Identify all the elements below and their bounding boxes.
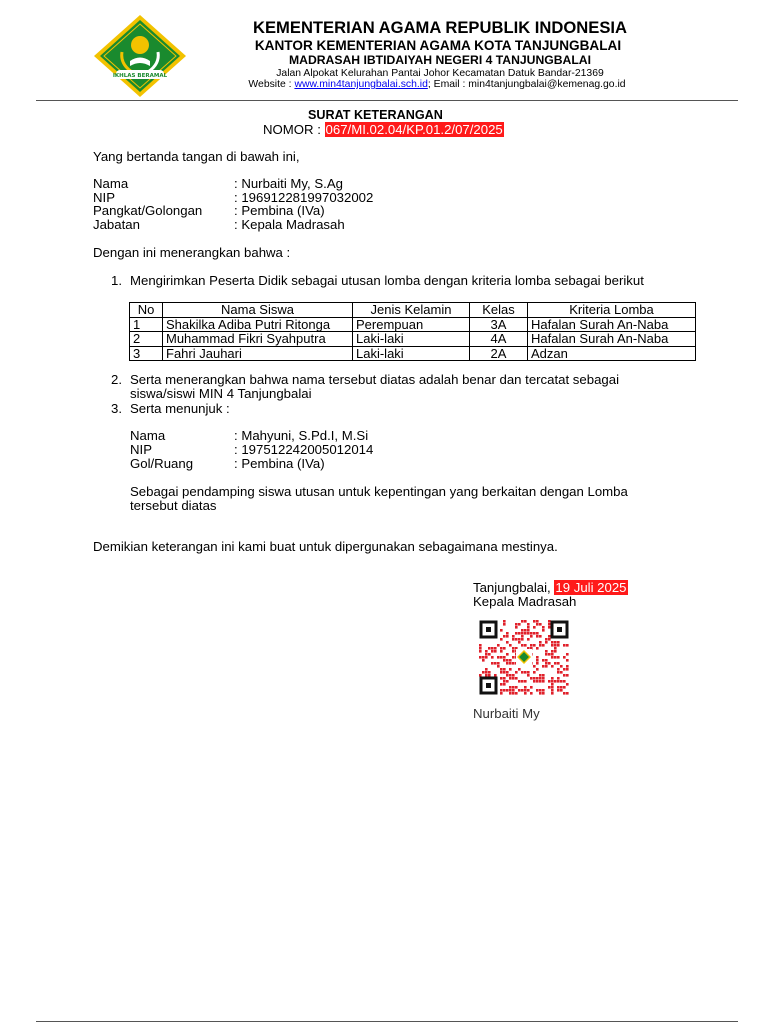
cell-criteria: Adzan xyxy=(528,346,696,361)
col-no: No xyxy=(130,303,163,318)
cell-class: 4A xyxy=(470,332,528,347)
signer-position-value: : Kepala Madrasah xyxy=(234,217,345,232)
header-divider xyxy=(36,100,738,101)
student-table xyxy=(129,302,696,361)
signature-place: Tanjungbalai, xyxy=(473,580,555,595)
signer-name-value: : Nurbaiti My, S.Ag xyxy=(234,176,343,191)
item1-text: Mengirimkan Peserta Didik sebagai utusan lomba dengan kriteria lomba sebagai berikut xyxy=(130,273,644,288)
cell-no: 1 xyxy=(130,317,163,332)
kemenag-logo xyxy=(92,14,188,98)
cell-gender: Laki-laki xyxy=(353,346,470,361)
header-school: MADRASAH IBTIDAIYAH NEGERI 4 TANJUNGBALAI xyxy=(289,53,591,67)
cell-criteria: Hafalan Surah An-Naba xyxy=(528,332,696,347)
cell-gender: Perempuan xyxy=(353,317,470,332)
item1-number: 1. xyxy=(111,273,122,288)
col-gender: Jenis Kelamin xyxy=(353,303,470,318)
signer-position-label: Jabatan xyxy=(93,217,140,232)
companion-nip-label: NIP xyxy=(130,442,152,457)
companion-note-line1: Sebagai pendamping siswa utusan untuk kepentingan yang berkaitan dengan Lomba xyxy=(130,484,628,499)
col-name: Nama Siswa xyxy=(163,303,353,318)
item2-line2: siswa/siswi MIN 4 Tanjungbalai xyxy=(130,386,312,401)
footer-divider xyxy=(36,1021,738,1022)
signer-rank-label: Pangkat/Golongan xyxy=(93,203,203,218)
website-label: Website : xyxy=(248,79,295,90)
table-row xyxy=(130,332,696,347)
signature-name: Nurbaiti My xyxy=(473,706,540,721)
qr-code-signature xyxy=(479,620,569,695)
cell-gender: Laki-laki xyxy=(353,332,470,347)
cell-name: Fahri Jauhari xyxy=(163,346,353,361)
table-row xyxy=(130,346,696,361)
cell-no: 2 xyxy=(130,332,163,347)
cell-name: Muhammad Fikri Syahputra xyxy=(163,332,353,347)
cell-class: 3A xyxy=(470,317,528,332)
signature-place-date xyxy=(473,581,628,594)
companion-name-label: Nama xyxy=(130,428,166,443)
header-address: Jalan Alpokat Kelurahan Pantai Johor Kecamatan Datuk Bandar-21369 xyxy=(276,68,604,79)
header-ministry: KEMENTERIAN AGAMA REPUBLIK INDONESIA xyxy=(253,18,627,37)
statement-text: Dengan ini menerangkan bahwa : xyxy=(93,245,291,260)
item3-number: 3. xyxy=(111,401,122,416)
table-row xyxy=(130,317,696,332)
companion-note-line2: tersebut diatas xyxy=(130,498,217,513)
item2-number: 2. xyxy=(111,372,122,387)
signer-rank-value: : Pembina (IVa) xyxy=(234,203,325,218)
email-address: min4tanjungbalai@kemenag.go.id xyxy=(468,79,626,90)
companion-rank-value: : Pembina (IVa) xyxy=(234,456,325,471)
col-criteria: Kriteria Lomba xyxy=(528,303,696,318)
signer-nip-label: NIP xyxy=(93,190,115,205)
email-label: ; Email : xyxy=(427,79,469,90)
table-header-row xyxy=(130,303,696,318)
signature-date: 19 Juli 2025 xyxy=(555,580,627,595)
letter-title: SURAT KETERANGAN xyxy=(308,108,443,122)
closing-text: Demikian keterangan ini kami buat untuk dipergunakan sebagaimana mestinya. xyxy=(93,539,558,554)
intro-text: Yang bertanda tangan di bawah ini, xyxy=(93,149,300,164)
signer-name-label: Nama xyxy=(93,176,129,191)
col-class: Kelas xyxy=(470,303,528,318)
companion-rank-label: Gol/Ruang xyxy=(130,456,194,471)
website-link[interactable]: www.min4tanjungbalai.sch.id xyxy=(294,79,428,90)
companion-name-value: : Mahyuni, S.Pd.I, M.Si xyxy=(234,428,369,443)
logo-text: IKHLAS BERAMAL xyxy=(112,73,168,79)
item2-line1: Serta menerangkan bahwa nama tersebut diatas adalah benar dan tercatat sebagai xyxy=(130,372,619,387)
cell-criteria: Hafalan Surah An-Naba xyxy=(528,317,696,332)
number-value: 067/MI.02.04/KP.01.2/07/2025 xyxy=(325,122,503,137)
item3-text: Serta menunjuk : xyxy=(130,401,230,416)
signature-position: Kepala Madrasah xyxy=(473,594,577,609)
cell-name: Shakilka Adiba Putri Ritonga xyxy=(163,317,353,332)
signer-nip-value: : 196912281997032002 xyxy=(234,190,374,205)
letter-number xyxy=(263,123,504,136)
companion-nip-value: : 197512242005012014 xyxy=(234,442,374,457)
number-label: NOMOR : xyxy=(263,122,325,137)
header-contact xyxy=(210,80,664,90)
header-office: KANTOR KEMENTERIAN AGAMA KOTA TANJUNGBALAI xyxy=(254,38,622,53)
cell-no: 3 xyxy=(130,346,163,361)
cell-class: 2A xyxy=(470,346,528,361)
